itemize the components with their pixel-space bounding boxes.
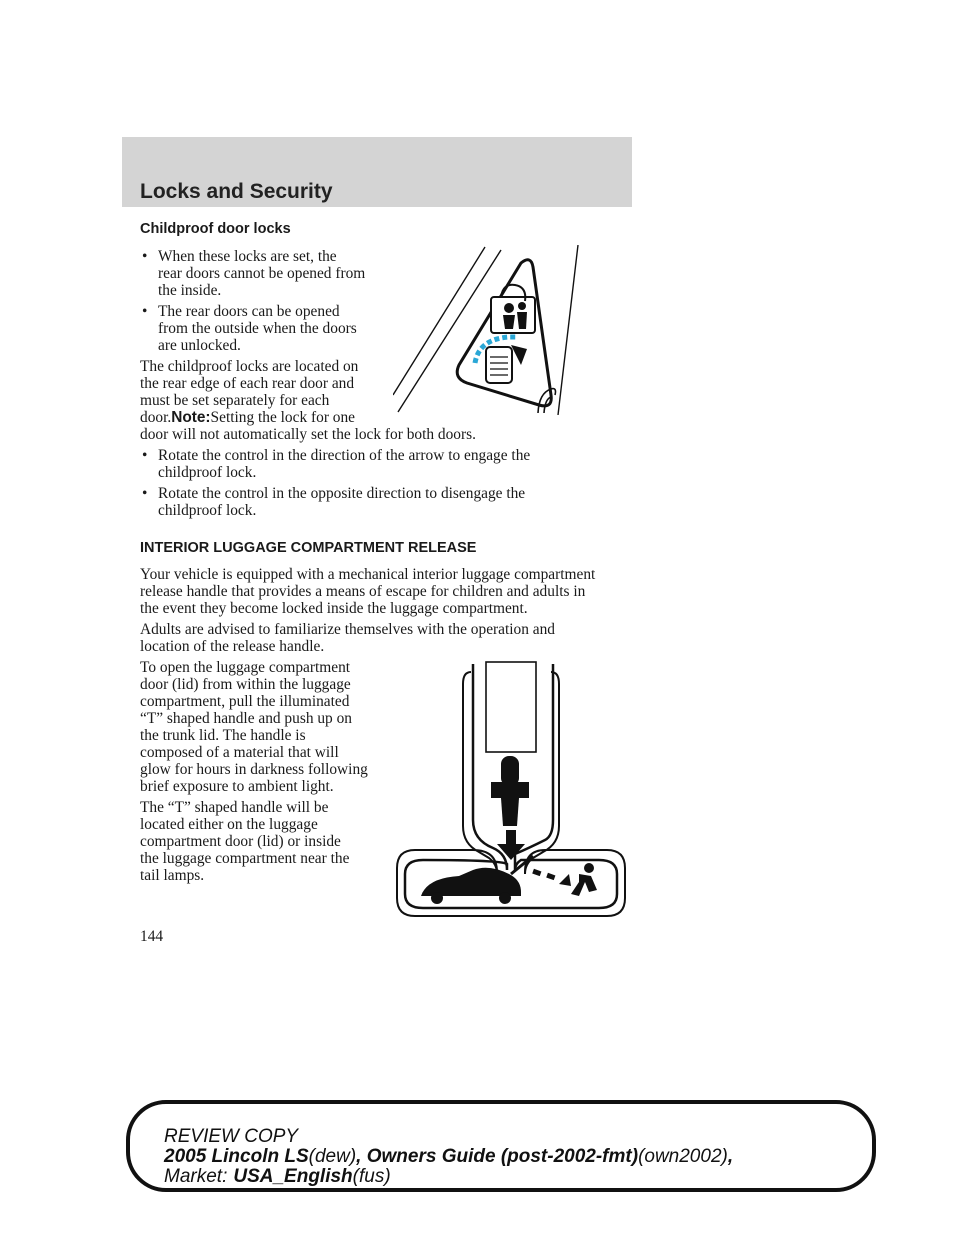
luggage-p4-line: compartment door (lid) or inside bbox=[140, 833, 341, 850]
footer-market-code: (fus) bbox=[352, 1166, 391, 1187]
bullet: • bbox=[142, 248, 148, 265]
luggage-p4-line: located either on the luggage bbox=[140, 816, 318, 833]
footer-market-label: Market: bbox=[164, 1166, 228, 1187]
childproof-lock-illustration bbox=[393, 245, 593, 415]
luggage-p3-line: glow for hours in darkness following bbox=[140, 761, 368, 778]
para-line5: door will not automatically set the lock for both doors. bbox=[140, 426, 476, 443]
para-line2: the rear edge of each rear door and bbox=[140, 375, 355, 392]
bullet1-line1: When these locks are set, the bbox=[158, 248, 337, 265]
footer-line3 bbox=[164, 1166, 391, 1188]
luggage-p3-line: door (lid) from within the luggage bbox=[140, 676, 351, 693]
luggage-p2-line1: Adults are advised to familiarize themselves with the operation and bbox=[140, 621, 555, 638]
luggage-p4-line: the luggage compartment near the bbox=[140, 850, 350, 867]
para-line3: must be set separately for each bbox=[140, 392, 330, 409]
bullet2-line3: are unlocked. bbox=[158, 337, 241, 354]
luggage-p3-line: the trunk lid. The handle is bbox=[140, 727, 306, 744]
bullet: • bbox=[142, 485, 148, 502]
footer-model: 2005 Lincoln LS bbox=[164, 1146, 309, 1167]
footer-guide: Owners Guide (post-2002-fmt) bbox=[366, 1146, 639, 1167]
luggage-heading: INTERIOR LUGGAGE COMPARTMENT RELEASE bbox=[140, 540, 477, 556]
footer-line1 bbox=[164, 1126, 298, 1148]
note-label: Note: bbox=[171, 409, 211, 426]
page-number: 144 bbox=[140, 928, 164, 945]
bullet3-line1: Rotate the control in the direction of the arrow to engage the bbox=[158, 447, 531, 464]
bullet4-line1: Rotate the control in the opposite direction to disengage the bbox=[158, 485, 526, 502]
luggage-p1-line2: release handle that provides a means of escape for children and adults in bbox=[140, 583, 586, 600]
para-line4: door.Note:Setting the lock for one bbox=[140, 409, 356, 426]
luggage-p3-line: To open the luggage compartment bbox=[140, 659, 351, 676]
bullet: • bbox=[142, 303, 148, 320]
footer-market: USA_English bbox=[233, 1166, 353, 1187]
luggage-p2-line2: location of the release handle. bbox=[140, 638, 325, 655]
bullet2-line2: from the outside when the doors bbox=[158, 320, 357, 337]
bullet3-line2: childproof lock. bbox=[158, 464, 257, 481]
luggage-p1-line3: the event they become locked inside the luggage compartment. bbox=[140, 600, 528, 617]
bullet1-line2: rear doors cannot be opened from bbox=[158, 265, 366, 282]
footer-line2: 2005 Lincoln LS(dew), Owners Guide (post-2002-fmt)(own2002), bbox=[164, 1146, 734, 1167]
luggage-p3-line: composed of a material that will bbox=[140, 744, 339, 761]
t-handle-illustration bbox=[393, 660, 629, 920]
para-line1: The childproof locks are located on bbox=[140, 358, 359, 375]
bullet1-line3: the inside. bbox=[158, 282, 222, 299]
luggage-p4-line: tail lamps. bbox=[140, 867, 205, 884]
luggage-p4-line: The “T” shaped handle will be bbox=[140, 799, 329, 816]
bullet4-line2: childproof lock. bbox=[158, 502, 257, 519]
luggage-p3-line: compartment, pull the illuminated bbox=[140, 693, 350, 710]
footer-guide-code: (own2002) bbox=[638, 1146, 728, 1167]
section-title: Locks and Security bbox=[140, 180, 333, 203]
review-copy-label: REVIEW COPY bbox=[164, 1126, 299, 1147]
footer-model-code: (dew) bbox=[308, 1146, 357, 1167]
bullet2-line1: The rear doors can be opened bbox=[158, 303, 340, 320]
luggage-p3-line: “T” shaped handle and push up on bbox=[140, 710, 352, 727]
childproof-heading: Childproof door locks bbox=[140, 221, 291, 237]
luggage-p3-line: brief exposure to ambient light. bbox=[140, 778, 334, 795]
luggage-p1-line1: Your vehicle is equipped with a mechanical interior luggage compartment bbox=[140, 566, 596, 583]
bullet: • bbox=[142, 447, 148, 464]
